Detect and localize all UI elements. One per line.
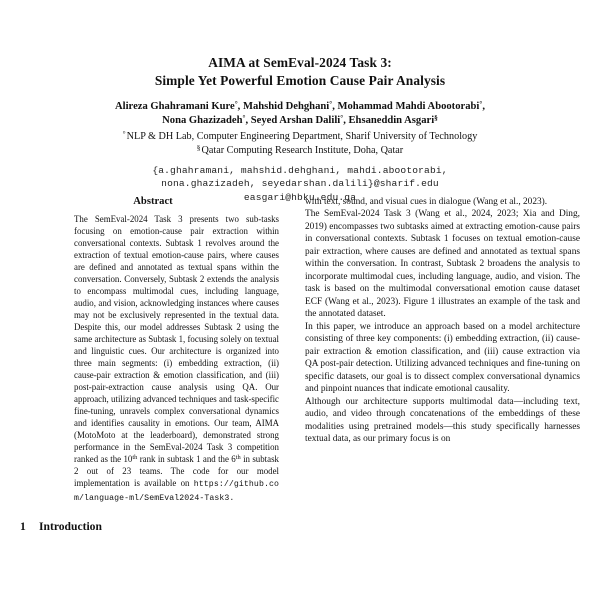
affiliation-row-1 bbox=[0, 130, 600, 144]
paragraph-continuation: with text, sound, and visual cues in dialogue (Wang et al., 2023). bbox=[305, 197, 548, 207]
title-line-2: Simple Yet Powerful Emotion Cause Pair Analysis bbox=[154, 72, 446, 88]
author-asgari: , Ehsaneddin Asgari bbox=[343, 115, 435, 127]
author-dalili: , Seyed Arshan Dalili bbox=[245, 115, 341, 127]
affiliation-marker-circle: ° bbox=[329, 98, 333, 108]
paragraph-approach: In this paper, we introduce an approach based on a model architecture consisting of three key components: (i) embedding extraction, (ii) cause-pair extraction & emotion classification, and (iii) cause extraction via QA post-pair detection. Utilizing advanced techniques and fine-tuning on specific datasets, our goal is to dissect complex conversational dynamics and pinpoint nuances that indicate emotional causality. bbox=[305, 321, 580, 395]
affiliation-marker-circle: ° bbox=[122, 129, 126, 139]
affiliation-list bbox=[0, 129, 600, 158]
github-repository-link[interactable]: https://github.com/language-ml/SemEval2024-Task3. bbox=[74, 480, 279, 504]
abstract-text bbox=[18, 213, 279, 505]
email-line-3: easgari@hbku.edu.qa bbox=[243, 191, 357, 203]
abstract-ordinal-10th: th bbox=[132, 454, 138, 462]
paragraph-multimodal: Although our architecture supports multimodal data—including text, audio, and video through concatenations of the embeddings of these modalities using pretrained models—this study specifically harnesses textual data, as our primary focus is on bbox=[305, 396, 580, 445]
left-column bbox=[0, 196, 300, 600]
affiliation-sharif: NLP & DH Lab, Computer Engineering Department, Sharif University of Technology bbox=[126, 131, 478, 143]
abstract-text-part-3: in subtask 2 out of 23 teams. The code for our model implementation is available on bbox=[74, 454, 279, 489]
title-line-1: AIMA at SemEval-2024 Task 3: bbox=[208, 55, 392, 70]
author-dehghani: , Mahshid Dehghani bbox=[237, 101, 330, 112]
page-title bbox=[0, 0, 600, 89]
email-line-1: {a.ghahramani, mahshid.dehghani, mahdi.abootorabi, bbox=[152, 164, 448, 176]
affiliation-marker-section: § bbox=[434, 113, 438, 123]
affiliation-marker-circle: ° bbox=[479, 98, 483, 108]
author-abootorabi: , Mohammad Mahdi Abootorabi bbox=[332, 101, 480, 112]
paragraph-task-description: The SemEval-2024 Task 3 (Wang et al., 2024, 2023; Xia and Ding, 2019) encompasses two subtasks aimed at extracting emotion-cause pairs in conversational contexts. Subtask 1 focuses on textual emotion-cause pair extraction, where causes are defined and annotated as textual spans within the conversation. In contrast, Subtask 2 broadens the analysis to incorporate multimodal cues, including language, audio, and vision. The task is based on the multimodal conversational emotion cause dataset ECF (Wang et al., 2023). Figure 1 illustrates an example of the task and the annotated dataset. bbox=[305, 209, 580, 320]
section-heading-introduction bbox=[18, 505, 278, 533]
author-ghahramani-kure: Alireza Ghahramani Kure bbox=[115, 101, 235, 112]
author-row-1 bbox=[22, 100, 578, 114]
email-line-2: nona.ghazizadeh, seyedarshan.dalili}@sharif.edu bbox=[161, 178, 439, 190]
author-list bbox=[0, 89, 600, 129]
affiliation-marker-circle: ° bbox=[242, 113, 246, 123]
author-row-2 bbox=[22, 114, 578, 128]
section-number: 1 bbox=[20, 520, 26, 534]
author-ghazizadeh: Nona Ghazizadeh bbox=[162, 115, 243, 127]
right-column bbox=[300, 196, 600, 600]
affiliation-marker-section: § bbox=[196, 142, 201, 152]
section-title: Introduction bbox=[39, 520, 102, 534]
affiliation-qcri: Qatar Computing Research Institute, Doha, Qatar bbox=[201, 144, 404, 156]
affiliation-row-2 bbox=[0, 144, 600, 158]
abstract-text-part-1: The SemEval-2024 Task 3 presents two sub-tasks focusing on emotion-cause pair extraction within conversational contexts. Subtask 1 revolves around the extraction of textual emotion-cause pairs, where causes are defined and annotated as textual spans within the conversation. Conversely, Subtask 2 extends the analysis to encompass multimodal cues, including language, audio, and vision, acknowledging instances where causes may not be exclusively represented in the textual data. Despite this, our model addresses Subtask 2 using the same architecture as Subtask 1, focusing solely on textual and linguistic cues. Our architecture is organized into three main segments: (i) embedding extraction, (ii) cause-pair extraction & emotion classification, and (iii) post-pair-extraction cause analysis using QA. Our approach, utilizing advanced techniques and task-specific fine-tuning, unravels complex conversational dynamics and identifies causality in emotions. Our team, AIMA (MotoMoto at the leaderboard), demonstrated strong performance in the SemEval-2024 Task 3 competition ranked as the 10 bbox=[74, 214, 279, 465]
abstract-text-part-2: rank in subtask 1 and the 6 bbox=[137, 454, 236, 465]
abstract-heading: Abstract bbox=[133, 196, 173, 207]
affiliation-marker-circle: ° bbox=[340, 113, 344, 123]
body-columns bbox=[0, 196, 600, 600]
author-row-1-comma: , bbox=[482, 101, 485, 112]
abstract-ordinal-6th: th bbox=[235, 454, 241, 462]
affiliation-marker-circle: ° bbox=[234, 98, 238, 108]
